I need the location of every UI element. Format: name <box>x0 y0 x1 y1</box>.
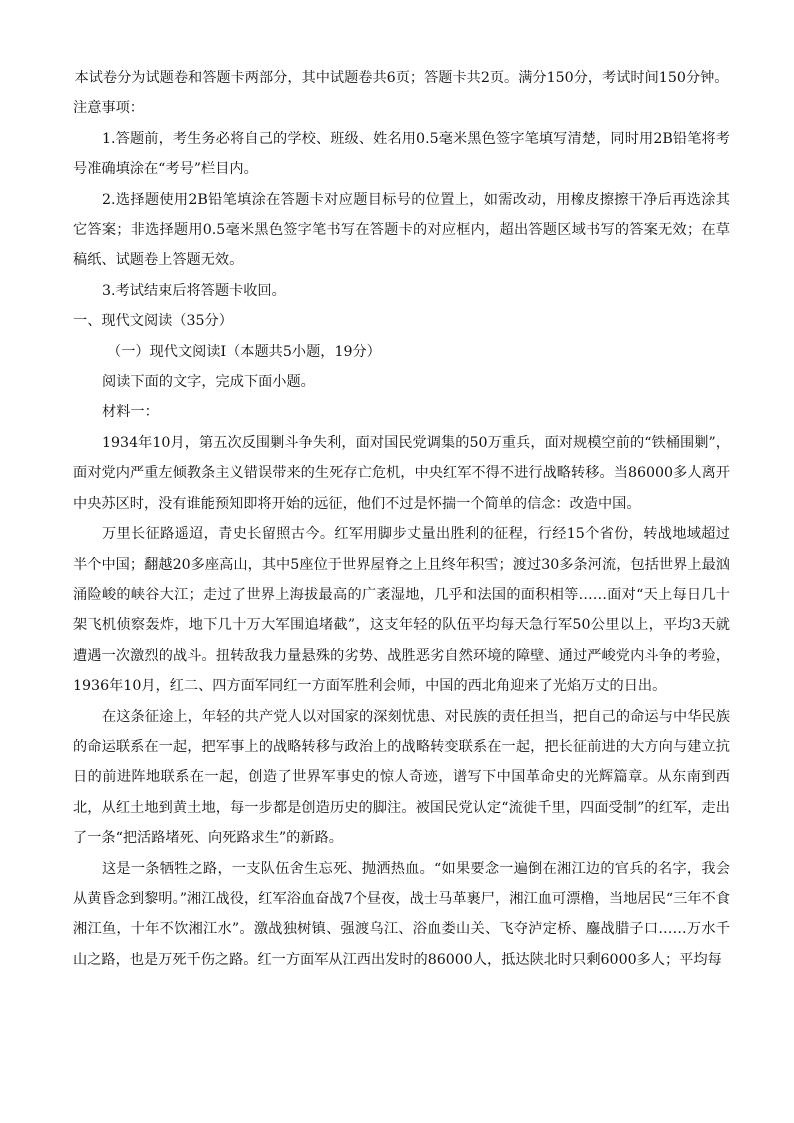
notice-item-2: 2.选择题使用2B铅笔填涂在答题卡对应题目标号的位置上，如需改动，用橡皮擦擦干净后再选涂其它答案；非选择题用0.5毫米黑色签字笔书写在答题卡的对应框内，超出答题区域书写的答案无效；在草稿纸、试题卷上答题无效。 <box>73 191 730 269</box>
passage-paragraph-3: 在这条征途上，年轻的共产党人以对国家的深刻忧患、对民族的责任担当，把自己的命运与中华民族的命运联系在一起，把军事上的战略转移与政治上的战略转变联系在一起，把长征前进的大方向与建立抗日的前进阵地联系在一起，创造了世界军事史的惊人奇迹，谱写下中国革命史的光辉篇章。从东南到西北，从红土地到黄土地，每一步都是创造历史的脚注。被国民党认定“流徙千里，四面受制”的红军，走出了一条“把活路堵死、向死路求生”的新路。 <box>73 708 730 847</box>
passage-paragraph-1: 1934年10月，第五次反围剿斗争失利，面对国民党调集的50万重兵，面对规模空前的“铁桶围剿”，面对党内严重左倾教条主义错误带来的生死存亡危机，中央红军不得不进行战略转移。当86000多人离开中央苏区时，没有谁能预知即将开始的远征，他们不过是怀揣一个简单的信念：改造中国。 <box>73 434 730 512</box>
passage-paragraph-4: 这是一条牺牲之路，一支队伍舍生忘死、抛洒热血。“如果要念一遍倒在湘江边的官兵的名字，我会从黄昏念到黎明。”湘江战役，红军浴血奋战7个昼夜，战士马革裹尸，湘江血可漂橹，当地居民“三年不食湘江鱼，十年不饮湘江水”。激战独树镇、强渡乌江、浴血娄山关、飞夺泸定桥、鏖战腊子口……万水千山之路，也是万死千伤之路。红一方面军从江西出发时的86000人，抵达陕北时只剩6000多人；平均每 <box>73 860 730 968</box>
reading-instruction: 阅读下面的文字，完成下面小题。 <box>102 374 315 391</box>
exam-intro: 本试卷分为试题卷和答题卡两部分，其中试题卷共6页；答题卡共2页。满分150分，考试时间150分钟。 <box>74 70 729 86</box>
passage-paragraph-2: 万里长征路遥迢，青史长留照古今。红军用脚步丈量出胜利的征程，行经15个省份，转战地域超过半个中国；翻越20多座高山，其中5座位于世界屋脊之上且终年积雪；渡过30多条河流，包括世界上最汹涌险峻的峡谷大江；走过了世界上海拔最高的广袤湿地，几乎和法国的面积相等……面对“天上每日几十架飞机侦察轰炸，地下几十万大军围追堵截”，这支年轻的队伍平均每天急行军50公里以上，平均3天就遭遇一次激烈的战斗。扭转敌我力量悬殊的劣势、战胜恶劣自然环境的障壁、通过严峻党内斗争的考验，1936年10月，红二、四方面军同红一方面军胜利会师，中国的西北角迎来了光焰万丈的日出。 <box>73 526 730 695</box>
notice-item-3: 3.考试结束后将答题卡收回。 <box>102 282 286 299</box>
notice-title: 注意事项： <box>73 100 144 117</box>
section-title: 一、现代文阅读（35分） <box>73 313 233 330</box>
subsection-title: （一）现代文阅读Ⅰ（本题共5小题，19分） <box>107 343 381 360</box>
notice-item-1: 1.答题前，考生务必将自己的学校、班级、姓名用0.5毫米黑色签字笔填写清楚，同时用2B铅笔将考号准确填涂在“考号”栏目内。 <box>73 130 730 178</box>
material-label: 材料一： <box>102 404 159 421</box>
